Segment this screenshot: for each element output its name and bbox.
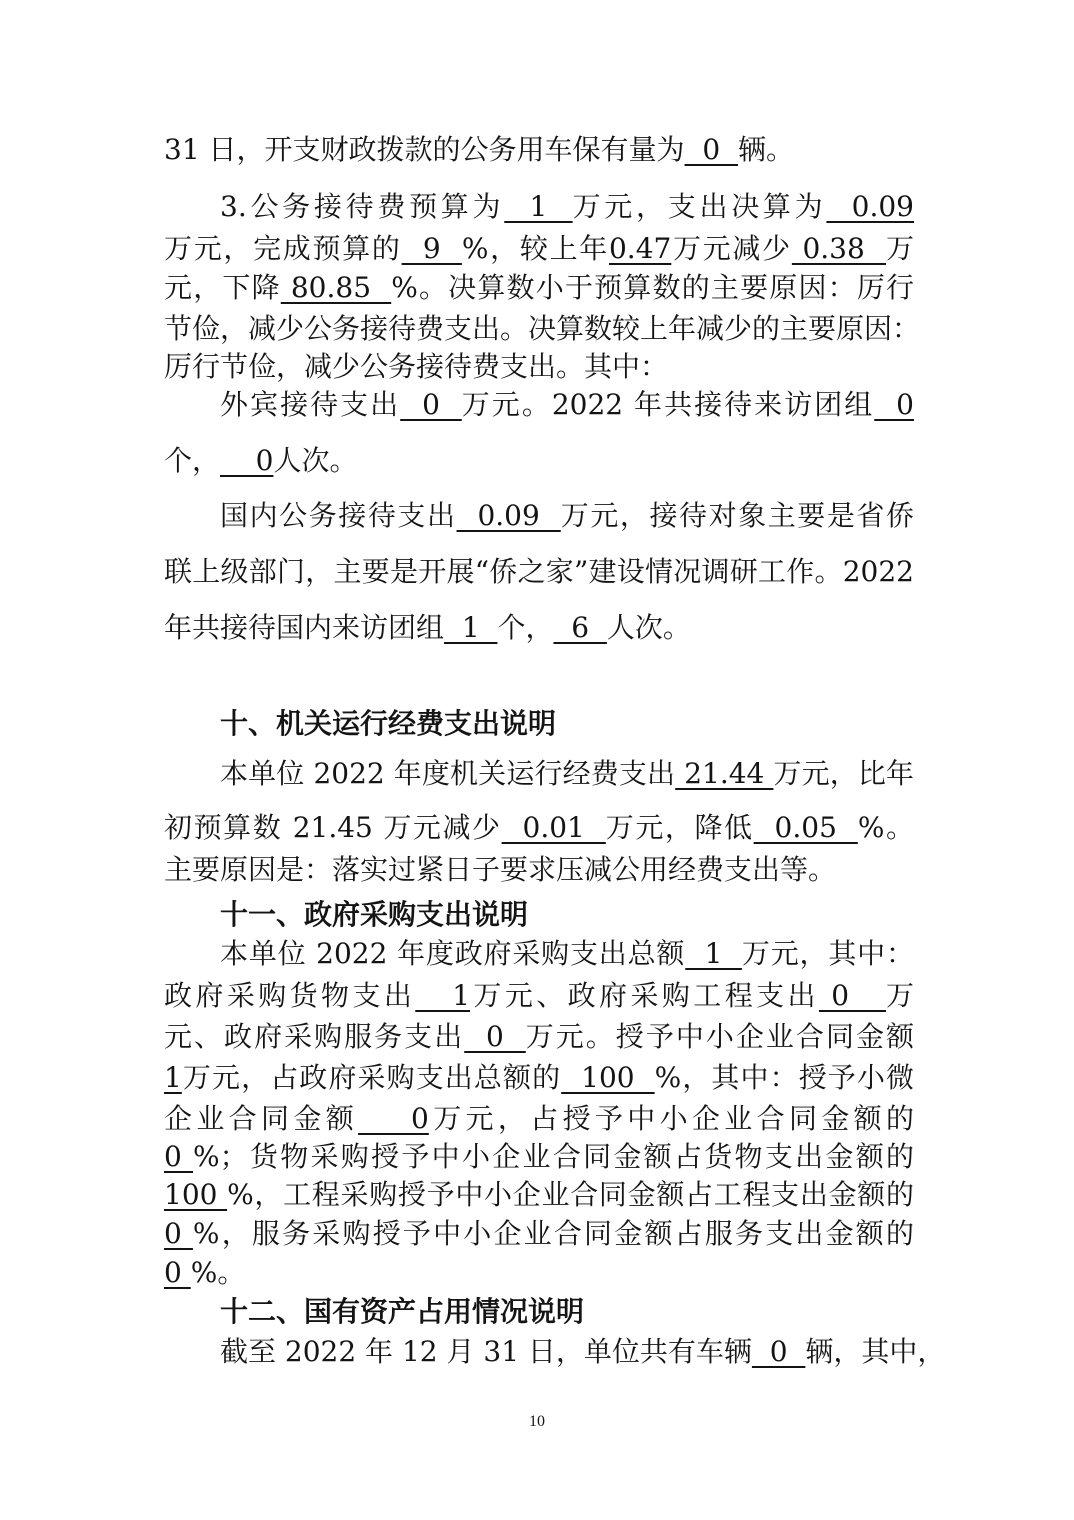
underlined-value: 0 [684,133,738,166]
underlined-value: 0 [751,1335,806,1368]
text-run: 年共接待国内来访团组 [164,611,445,644]
text-line [220,1332,946,1372]
underlined-value: 1 [444,611,498,644]
underlined-value: 21.44 [675,757,774,790]
text-run: 初预算数 21.45 万元减少 [164,811,502,844]
underlined-value: 0 [164,1256,191,1289]
text-run: 31 日，开支财政拨款的公务用车保有量为 [164,133,685,166]
underlined-value: 0.38 [791,232,886,265]
underlined-value: 9 [401,232,462,265]
text-run: 元，下降 [164,271,281,304]
text-run: 截至 2022 年 12 月 31 日，单位共有车辆 [220,1335,752,1368]
text-run: %，其中：授予小微 [654,1061,915,1094]
text-line [164,309,921,349]
section-heading [220,895,914,935]
text-run: %。决算数小于预算数的主要原因：厉行 [391,271,915,304]
text-line [164,441,914,481]
text-run: 3.公务接待费预算为 [220,190,505,223]
underlined-value: 0 [818,979,886,1012]
underlined-value: 1 [504,190,573,223]
text-run: 万元，完成预算的 [164,232,402,265]
underlined-value: 0.47 [608,232,672,265]
section-heading [220,704,914,744]
text-run: 万元，降低 [605,811,754,844]
text-run: 万元。2022 年共接待来访团组 [461,388,875,421]
text-line [164,1099,914,1139]
text-run: 万 [886,232,915,265]
underlined-value: 100 [561,1061,655,1094]
underlined-value: 80.85 [280,271,392,304]
text-run: 企业合同金额 [164,1102,359,1135]
text-run: 十二、国有资产占用情况说明 [220,1295,585,1328]
text-run: 联上级部门，主要是开展“侨之家”建设情况调研工作。2022 [164,555,914,588]
text-run: 万元。授予中小企业合同金额 [525,1020,914,1053]
underlined-value: 0 [358,1102,429,1135]
text-run: 国内公务接待支出 [220,499,457,532]
underlined-value: 0.09 [826,190,914,223]
text-run: 外宾接待支出 [220,388,401,421]
underlined-value: 1 [685,937,742,970]
text-run: %，较上年 [461,232,609,265]
text-run: 万元，接待对象主要是省侨 [560,499,914,532]
underlined-value: 0 [164,1217,193,1250]
text-run: 厉行节俭，减少公务接待费支出。其中： [164,350,669,383]
text-line [164,976,914,1016]
text-line [220,187,914,227]
text-line [220,496,914,536]
text-run: 本单位 2022 年度政府采购支出总额 [220,937,686,970]
text-run: 人次。 [606,611,691,644]
text-run: 主要原因是：落实过紧日子要求压减公用经费支出等。 [164,853,837,886]
text-line [164,130,914,170]
text-run: 万元，比年 [773,757,914,790]
underlined-value: 0 [400,388,462,421]
text-line [164,1058,914,1098]
text-run: 个， [164,444,221,477]
text-line [164,1017,914,1057]
underlined-value: 1 [415,979,471,1012]
text-run: 万元，支出决算为 [572,190,827,223]
text-line [220,934,914,974]
text-line [164,229,914,269]
text-run: 十一、政府采购支出说明 [220,898,529,931]
underlined-value: 1 [164,1061,182,1094]
text-run: 本单位 2022 年度机关运行经费支出 [220,757,676,790]
text-run: 政府采购货物支出 [164,979,416,1012]
text-run: 万 [885,979,914,1012]
text-run: 万元，占政府采购支出总额的 [181,1061,562,1094]
underlined-value: 0 [164,1140,194,1173]
underlined-value: 0 [220,444,274,477]
text-run: %。 [190,1256,246,1289]
underlined-value: 0.09 [456,499,561,532]
section-heading [220,1292,914,1332]
text-line [220,385,914,425]
text-line [164,1214,914,1254]
text-line [164,850,914,890]
text-line [220,754,914,794]
text-line [164,552,914,592]
underlined-value: 6 [553,611,607,644]
text-line [164,1253,914,1293]
underlined-value: 0.01 [501,811,606,844]
text-run: 万元减少 [671,232,792,265]
text-run: 万元，其中： [741,937,914,970]
text-line [164,347,914,387]
page-number: 10 [529,1413,545,1430]
text-run: 人次。 [273,444,358,477]
underlined-value: 0 [464,1020,526,1053]
underlined-value: 0 [874,388,914,421]
text-run: %；货物采购授予中小企业合同金额占货物支出金额的 [193,1140,915,1173]
text-line [164,1137,914,1177]
text-run: 万元、政府采购工程支出 [470,979,819,1012]
text-run: 个， [497,611,554,644]
text-line [164,608,914,648]
text-run: %。 [857,811,914,844]
text-run: 元、政府采购服务支出 [164,1020,465,1053]
text-run: 节俭，减少公务接待费支出。决算数较上年减少的主要原因： [164,312,921,345]
text-line [164,808,914,848]
text-line [164,268,914,308]
text-run: 十、机关运行经费支出说明 [220,707,557,740]
text-run: %，服务采购授予中小企业合同金额占服务支出金额的 [192,1217,915,1250]
text-run: 辆。 [737,133,794,166]
underlined-value: 100 [164,1178,228,1211]
text-run: 辆，其中， [805,1335,946,1368]
underlined-value: 0.05 [753,811,858,844]
text-line [164,1175,914,1215]
text-run: %，工程采购授予中小企业合同金额占工程支出金额的 [227,1178,915,1211]
text-run: 万元，占授予中小企业合同金额的 [428,1102,914,1135]
